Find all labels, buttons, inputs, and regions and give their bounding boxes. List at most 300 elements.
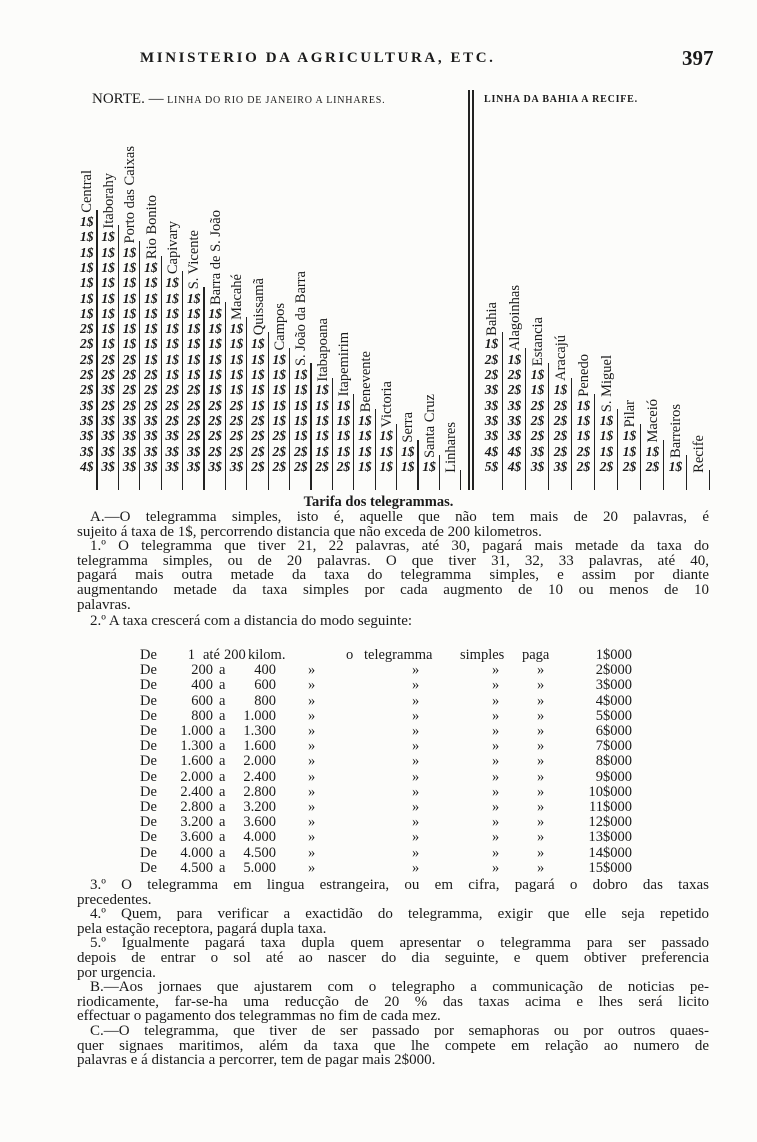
station-label: Barra de S. João: [207, 209, 224, 305]
rate-a: a: [219, 783, 226, 800]
fare-cell: 2$: [229, 397, 244, 413]
station-label-wrap: [642, 0, 665, 443]
fare-cell: 2$: [484, 351, 499, 367]
fare-cell: 2$: [315, 458, 329, 474]
fare-cell: 1$: [208, 336, 222, 352]
fare-cell: 2$: [576, 443, 591, 459]
fare-cell: 1$: [229, 351, 244, 367]
station-label-wrap: [481, 0, 504, 335]
rate-to: 1.600: [243, 738, 276, 755]
station-label: Santa Cruz: [421, 393, 438, 458]
fare-cell: 1$: [144, 259, 158, 275]
ditto-mark: »: [537, 707, 545, 724]
rate-header-from: 1: [187, 647, 195, 663]
fare-cell: 1$: [400, 458, 415, 474]
fare-cell: 3$: [507, 412, 522, 428]
fare-cell: 1$: [576, 428, 591, 444]
ditto-mark: »: [308, 844, 316, 861]
rate-from: 1.600: [180, 753, 213, 770]
fare-cell: 1$: [165, 336, 180, 352]
fare-cell: 3$: [144, 458, 158, 474]
ditto-mark: »: [308, 753, 316, 770]
ditto-mark: »: [412, 829, 420, 846]
fare-cell: 1$: [336, 412, 351, 428]
fare-cell: 3$: [122, 458, 137, 474]
rate-de: De: [140, 844, 157, 861]
fare-cell: 4$: [507, 458, 522, 474]
rate-from: 2.400: [180, 783, 213, 800]
fare-cell: 1$: [165, 367, 180, 382]
rate-de: De: [140, 783, 157, 800]
fare-cell: 3$: [553, 458, 568, 474]
tarifa-heading: Tarifa dos telegrammas.: [303, 494, 454, 510]
fare-cell: 3$: [101, 458, 115, 474]
fare-cell: 2$: [293, 443, 308, 459]
fare-cell: 3$: [208, 458, 222, 474]
ditto-mark: »: [492, 829, 500, 846]
fare-cell: 1$: [358, 458, 372, 474]
paragraph-line: riodicamente, far-se-ha uma reducção de 20 % das taxas acima e lhes será licito: [77, 993, 709, 1010]
rate-header-paga: paga: [522, 647, 550, 663]
ditto-mark: »: [492, 738, 500, 755]
fare-cell: 1$: [229, 321, 244, 337]
fare-cell: 1$: [336, 428, 351, 444]
fare-cell: 1$: [622, 428, 637, 444]
fare-cell: 3$: [186, 458, 201, 474]
ditto-mark: »: [412, 799, 420, 815]
fare-cell: 1$: [293, 397, 308, 413]
paragraph-line: telegramma simples, ou de 20 palavras. O que tiver 31, 32, 33 palavras, até 40,: [77, 552, 709, 569]
paragraph-line: depois de entrar o sol até ao nascer do dia seguinte, e quem obtiver preferencia: [77, 950, 709, 966]
station-label: Campos: [272, 303, 289, 351]
station-label: Linhares: [443, 422, 460, 474]
fare-cell: 2$: [165, 382, 180, 398]
rate-from: 3.200: [180, 814, 213, 831]
fare-cell: 3$: [79, 428, 94, 444]
ditto-mark: »: [308, 783, 316, 800]
ditto-mark: »: [308, 738, 316, 755]
fare-cell: 2$: [507, 367, 522, 382]
rate-from: 4.000: [180, 844, 213, 861]
fare-cell: 3$: [101, 382, 115, 398]
fare-cell: 2$: [553, 397, 568, 413]
ditto-mark: »: [537, 723, 545, 739]
rate-from: 4.500: [180, 859, 213, 876]
fare-cell: 5$: [484, 458, 499, 474]
fare-cell: 1$: [79, 259, 94, 275]
fare-cell: 1$: [79, 305, 94, 321]
ditto-mark: »: [537, 783, 545, 800]
fare-cell: 2$: [507, 382, 522, 398]
station-label: Quissamã: [250, 278, 267, 336]
ditto-mark: »: [492, 692, 500, 709]
fare-cell: 2$: [122, 351, 137, 367]
fare-cell: 1$: [79, 290, 94, 306]
station-label-wrap: [619, 0, 642, 427]
fare-cell: 2$: [186, 428, 201, 444]
ditto-mark: »: [492, 768, 500, 785]
fare-cell: 2$: [293, 458, 308, 474]
ditto-mark: »: [492, 814, 500, 831]
paragraph-line: 4.º Quem, para verificar a exactidão do telegramma, exigir que elle seja repetido: [90, 906, 709, 923]
ditto-mark: »: [492, 799, 500, 815]
column-rule: [460, 470, 461, 490]
ditto-mark: »: [412, 844, 420, 861]
ditto-mark: »: [412, 707, 420, 724]
fare-cell: 2$: [122, 397, 137, 413]
double-rule-right: [472, 90, 474, 490]
fare-cell: 3$: [122, 428, 137, 444]
rate-from: 2.000: [180, 768, 213, 785]
rate-to: 1.000: [243, 707, 276, 724]
fare-cell: 3$: [165, 428, 180, 444]
ditto-mark: »: [492, 844, 500, 861]
fare-cell: 3$: [186, 443, 201, 459]
ditto-mark: »: [308, 677, 316, 694]
fare-cell: 1$: [622, 443, 637, 459]
fare-cell: 1$: [208, 321, 222, 337]
rate-de: De: [140, 738, 157, 755]
rate-to: 5.000: [243, 859, 276, 876]
rate-a: a: [219, 738, 226, 755]
fare-cell: 1$: [122, 321, 137, 337]
station-label: Aracajú: [553, 335, 570, 382]
fare-cell: 2$: [599, 458, 614, 474]
fare-cell: 1$: [208, 367, 222, 382]
paragraph-line: 1.º O telegramma que tiver 21, 22 palavras, até 30, pagará mais metade da taxa do: [90, 538, 709, 555]
fare-cell: 3$: [79, 412, 94, 428]
ditto-mark: »: [537, 753, 545, 770]
fare-cell: 1$: [144, 336, 158, 352]
rate-header-de: De: [140, 647, 157, 663]
ditto-mark: »: [537, 859, 545, 876]
fare-cell: 2$: [122, 367, 137, 382]
fare-cell: 1$: [144, 321, 158, 337]
fare-cell: 1$: [293, 428, 308, 444]
fare-cell: 3$: [530, 443, 545, 459]
fare-cell: 1$: [208, 382, 222, 398]
rate-to: 800: [254, 692, 276, 709]
fare-cell: 1$: [122, 336, 137, 352]
fare-cell: 1$: [122, 290, 137, 306]
fare-cell: 2$: [208, 428, 222, 444]
station-label-wrap: [527, 0, 550, 366]
station-label: Maceió: [645, 399, 662, 443]
fare-cell: 2$: [251, 412, 265, 428]
fare-cell: 1$: [251, 367, 265, 382]
station-label: Bahia: [484, 301, 501, 336]
fare-cell: 1$: [293, 412, 308, 428]
ditto-mark: »: [537, 768, 545, 785]
paragraph-line: palavras e á distancia a percorrer, tem de pagar mais 2$000.: [77, 1052, 436, 1069]
fare-cell: 1$: [122, 244, 137, 260]
fare-cell: 1$: [576, 397, 591, 413]
page-number: 397: [682, 46, 714, 70]
fare-cell: 1$: [144, 290, 158, 306]
fare-cell: 1$: [165, 321, 180, 337]
station-label-wrap: [573, 0, 596, 397]
fare-cell: 3$: [101, 428, 115, 444]
fare-cell: 2$: [122, 382, 137, 398]
fare-cell: 1$: [272, 412, 287, 428]
station-label-wrap: [248, 0, 269, 335]
paragraph-line: A.—O telegramma simples, isto é, aquelle que não tem mais de 20 palavras, é: [90, 509, 709, 525]
fare-cell: 3$: [144, 412, 158, 428]
fare-cell: 4$: [484, 443, 499, 459]
fare-cell: 2$: [165, 397, 180, 413]
fare-cell: 1$: [79, 214, 94, 229]
fare-cell: 1$: [379, 428, 394, 444]
column-rule: [709, 470, 710, 490]
fare-cell: 1$: [144, 351, 158, 367]
rate-header-simples: simples: [460, 647, 505, 663]
fare-cell: 3$: [101, 443, 115, 459]
fare-cell: 1$: [315, 412, 329, 428]
paragraph-line: quer signaes maritimos, além da taxa que lhe compete em relação ao numero de: [77, 1037, 709, 1054]
fare-cell: 2$: [79, 382, 94, 398]
station-label-wrap: [98, 0, 119, 228]
fare-cell: 1$: [400, 443, 415, 459]
station-label: Itapemirim: [336, 332, 353, 397]
rate-from: 2.800: [180, 799, 213, 815]
fare-cell: 2$: [530, 428, 545, 444]
fare-cell: 2$: [144, 367, 158, 382]
rate-a: a: [219, 692, 226, 709]
fare-cell: 2$: [101, 397, 115, 413]
rate-to: 3.200: [243, 799, 276, 815]
paragraph-line: por urgencia.: [77, 964, 156, 981]
rate-amount: 13$000: [588, 829, 632, 846]
rate-amount: 5$000: [595, 707, 632, 724]
station-label: Victoria: [379, 380, 396, 428]
fare-cell: 2$: [336, 458, 351, 474]
station-label-wrap: [163, 0, 184, 274]
station-label-wrap: [312, 0, 333, 381]
station-label: Recife: [691, 435, 708, 474]
station-label: Serra: [400, 411, 417, 443]
rate-amount: 9$000: [595, 768, 632, 785]
station-label-wrap: [355, 0, 376, 412]
fare-cell: 1$: [251, 397, 265, 413]
station-label-wrap: [205, 0, 226, 305]
paragraph-line: 5.º Igualmente pagará taxa dupla quem apresentar o telegramma para ser passado: [90, 935, 709, 952]
fare-cell: 1$: [272, 382, 287, 398]
double-rule-left: [468, 90, 470, 490]
fare-cell: 2$: [186, 412, 201, 428]
rate-a: a: [219, 844, 226, 861]
fare-cell: 2$: [553, 443, 568, 459]
fare-cell: 3$: [484, 397, 499, 413]
rate-de: De: [140, 692, 157, 709]
fare-cell: 1$: [101, 259, 115, 275]
station-label-wrap: [334, 0, 355, 397]
fare-cell: 1$: [272, 351, 287, 367]
station-label: Central: [79, 170, 96, 213]
rate-amount: 14$000: [588, 844, 632, 861]
paragraph-line: B.—Aos jornaes que ajustarem com o telegrapho a communicação de noticias pe-: [90, 979, 709, 996]
fare-cell: 1$: [165, 290, 180, 306]
fare-cell: 1$: [165, 305, 180, 321]
fare-cell: 2$: [553, 428, 568, 444]
fare-cell: 2$: [101, 351, 115, 367]
fare-cell: 3$: [484, 428, 499, 444]
fare-cell: 2$: [208, 412, 222, 428]
fare-cell: 1$: [576, 412, 591, 428]
ditto-mark: »: [537, 677, 545, 694]
fare-cell: 3$: [165, 443, 180, 459]
ditto-mark: »: [537, 738, 545, 755]
fare-cell: 1$: [379, 458, 394, 474]
rate-amount: 4$000: [595, 692, 632, 709]
ditto-mark: »: [492, 859, 500, 876]
station-label: Capivary: [165, 221, 182, 275]
ditto-mark: »: [308, 768, 316, 785]
fare-cell: 1$: [315, 382, 329, 398]
fare-cell: 1$: [101, 336, 115, 352]
rate-amount: 6$000: [595, 723, 632, 739]
fare-cell: 2$: [576, 458, 591, 474]
station-label: Barreiros: [668, 403, 685, 458]
paragraph-line: sujeito á taxa de 1$, percorrendo distancia que não exceda de 200 kilometros.: [77, 523, 542, 540]
rate-from: 3.600: [180, 829, 213, 846]
ditto-mark: »: [537, 692, 545, 709]
station-label-wrap: [504, 0, 527, 351]
fare-cell: 2$: [272, 458, 287, 474]
ditto-mark: »: [492, 677, 500, 694]
ditto-mark: »: [412, 692, 420, 709]
rate-a: a: [219, 799, 226, 815]
fare-cell: 1$: [79, 244, 94, 260]
rate-header-ate: até: [203, 647, 220, 663]
fare-cell: 3$: [101, 412, 115, 428]
ditto-mark: »: [492, 783, 500, 800]
station-label: Rio Bonito: [143, 194, 160, 259]
station-label-wrap: [441, 0, 462, 473]
station-label: S. Vicente: [186, 230, 203, 290]
rate-to: 4.000: [243, 829, 276, 846]
fare-cell: 1$: [645, 443, 660, 459]
ditto-mark: »: [412, 783, 420, 800]
fare-cell: 1$: [315, 443, 329, 459]
fare-cell: 1$: [144, 305, 158, 321]
fare-cell: 1$: [122, 305, 137, 321]
ditto-mark: »: [537, 814, 545, 831]
fare-cell: 1$: [553, 382, 568, 398]
fare-cell: 3$: [484, 382, 499, 398]
fare-cell: 1$: [186, 321, 201, 337]
ditto-mark: »: [412, 753, 420, 770]
ditto-mark: »: [308, 723, 316, 739]
ditto-mark: »: [492, 707, 500, 724]
rate-header-o: o: [346, 647, 354, 663]
station-label-wrap: [550, 0, 573, 381]
fare-cell: 1$: [229, 336, 244, 352]
rate-to: 4.500: [243, 844, 276, 861]
fare-cell: 3$: [165, 458, 180, 474]
rate-de: De: [140, 859, 157, 876]
fare-cell: 2$: [530, 397, 545, 413]
ditto-mark: »: [308, 859, 316, 876]
fare-cell: 2$: [79, 321, 94, 337]
rate-amount: 12$000: [588, 814, 632, 831]
rate-de: De: [140, 662, 157, 679]
fare-cell: 1$: [599, 412, 614, 428]
station-label: Estancia: [530, 316, 547, 366]
fare-cell: 1$: [530, 367, 545, 382]
fare-cell: 1$: [186, 336, 201, 352]
rate-header-kilom: kilom.: [248, 647, 286, 663]
paragraph-line: 2.º A taxa crescerá com a distancia do modo seguinte:: [90, 613, 413, 630]
rate-to: 2.000: [243, 753, 276, 770]
rate-de: De: [140, 768, 157, 785]
station-label: Alagoinhas: [507, 284, 524, 351]
bahia-table-title: LINHA DA BAHIA A RECIFE.: [484, 94, 638, 105]
rate-de: De: [140, 723, 157, 739]
rate-a: a: [219, 677, 226, 694]
fare-cell: 3$: [229, 458, 244, 474]
ditto-mark: »: [492, 753, 500, 770]
station-label: Porto das Caixas: [122, 146, 139, 244]
fare-cell: 1$: [122, 275, 137, 291]
ditto-mark: »: [412, 768, 420, 785]
fare-cell: 2$: [251, 458, 265, 474]
fare-cell: 1$: [599, 443, 614, 459]
station-label-wrap: [77, 0, 98, 213]
station-label-wrap: [688, 0, 711, 473]
ditto-mark: »: [308, 692, 316, 709]
rate-a: a: [219, 814, 226, 831]
rate-to: 2.800: [243, 783, 276, 800]
fare-cell: 3$: [144, 443, 158, 459]
fare-cell: 1$: [336, 443, 351, 459]
fare-cell: 2$: [186, 382, 201, 398]
station-label-wrap: [596, 0, 619, 412]
paragraph-line: 3.º O telegramma em lingua estrangeira, ou em cifra, pagará o dobro das taxas: [90, 877, 709, 893]
rate-amount: 7$000: [595, 738, 632, 755]
ditto-mark: »: [308, 662, 316, 679]
fare-cell: 3$: [484, 412, 499, 428]
rate-a: a: [219, 829, 226, 846]
fare-cell: 1$: [251, 336, 265, 352]
fare-cell: 4$: [507, 443, 522, 459]
fare-cell: 1$: [101, 229, 115, 245]
fare-cell: 1$: [79, 275, 94, 291]
rate-de: De: [140, 829, 157, 846]
fare-cell: 2$: [484, 367, 499, 382]
fare-cell: 2$: [272, 443, 287, 459]
paragraph-line: C.—O telegramma, que tiver de ser passado por semaphoras ou por outros quaes-: [90, 1023, 709, 1039]
rate-from: 1.000: [180, 723, 213, 739]
fare-cell: 2$: [144, 397, 158, 413]
fare-cell: 2$: [165, 412, 180, 428]
fare-cell: 1$: [186, 290, 201, 306]
fare-cell: 1$: [101, 290, 115, 306]
station-label: Macahé: [229, 274, 246, 321]
fare-cell: 1$: [186, 367, 201, 382]
fare-cell: 3$: [79, 443, 94, 459]
station-label: Pilar: [622, 399, 639, 428]
rate-to: 600: [254, 677, 276, 694]
rate-to: 3.600: [243, 814, 276, 831]
fare-cell: 2$: [229, 428, 244, 444]
north-title-main: NORTE. —: [92, 91, 164, 107]
rate-from: 600: [191, 692, 213, 709]
fare-cell: 1$: [122, 259, 137, 275]
fare-cell: 1$: [229, 367, 244, 382]
rate-to: 2.400: [243, 768, 276, 785]
rate-amount: 8$000: [595, 753, 632, 770]
fare-cell: 1$: [336, 397, 351, 413]
